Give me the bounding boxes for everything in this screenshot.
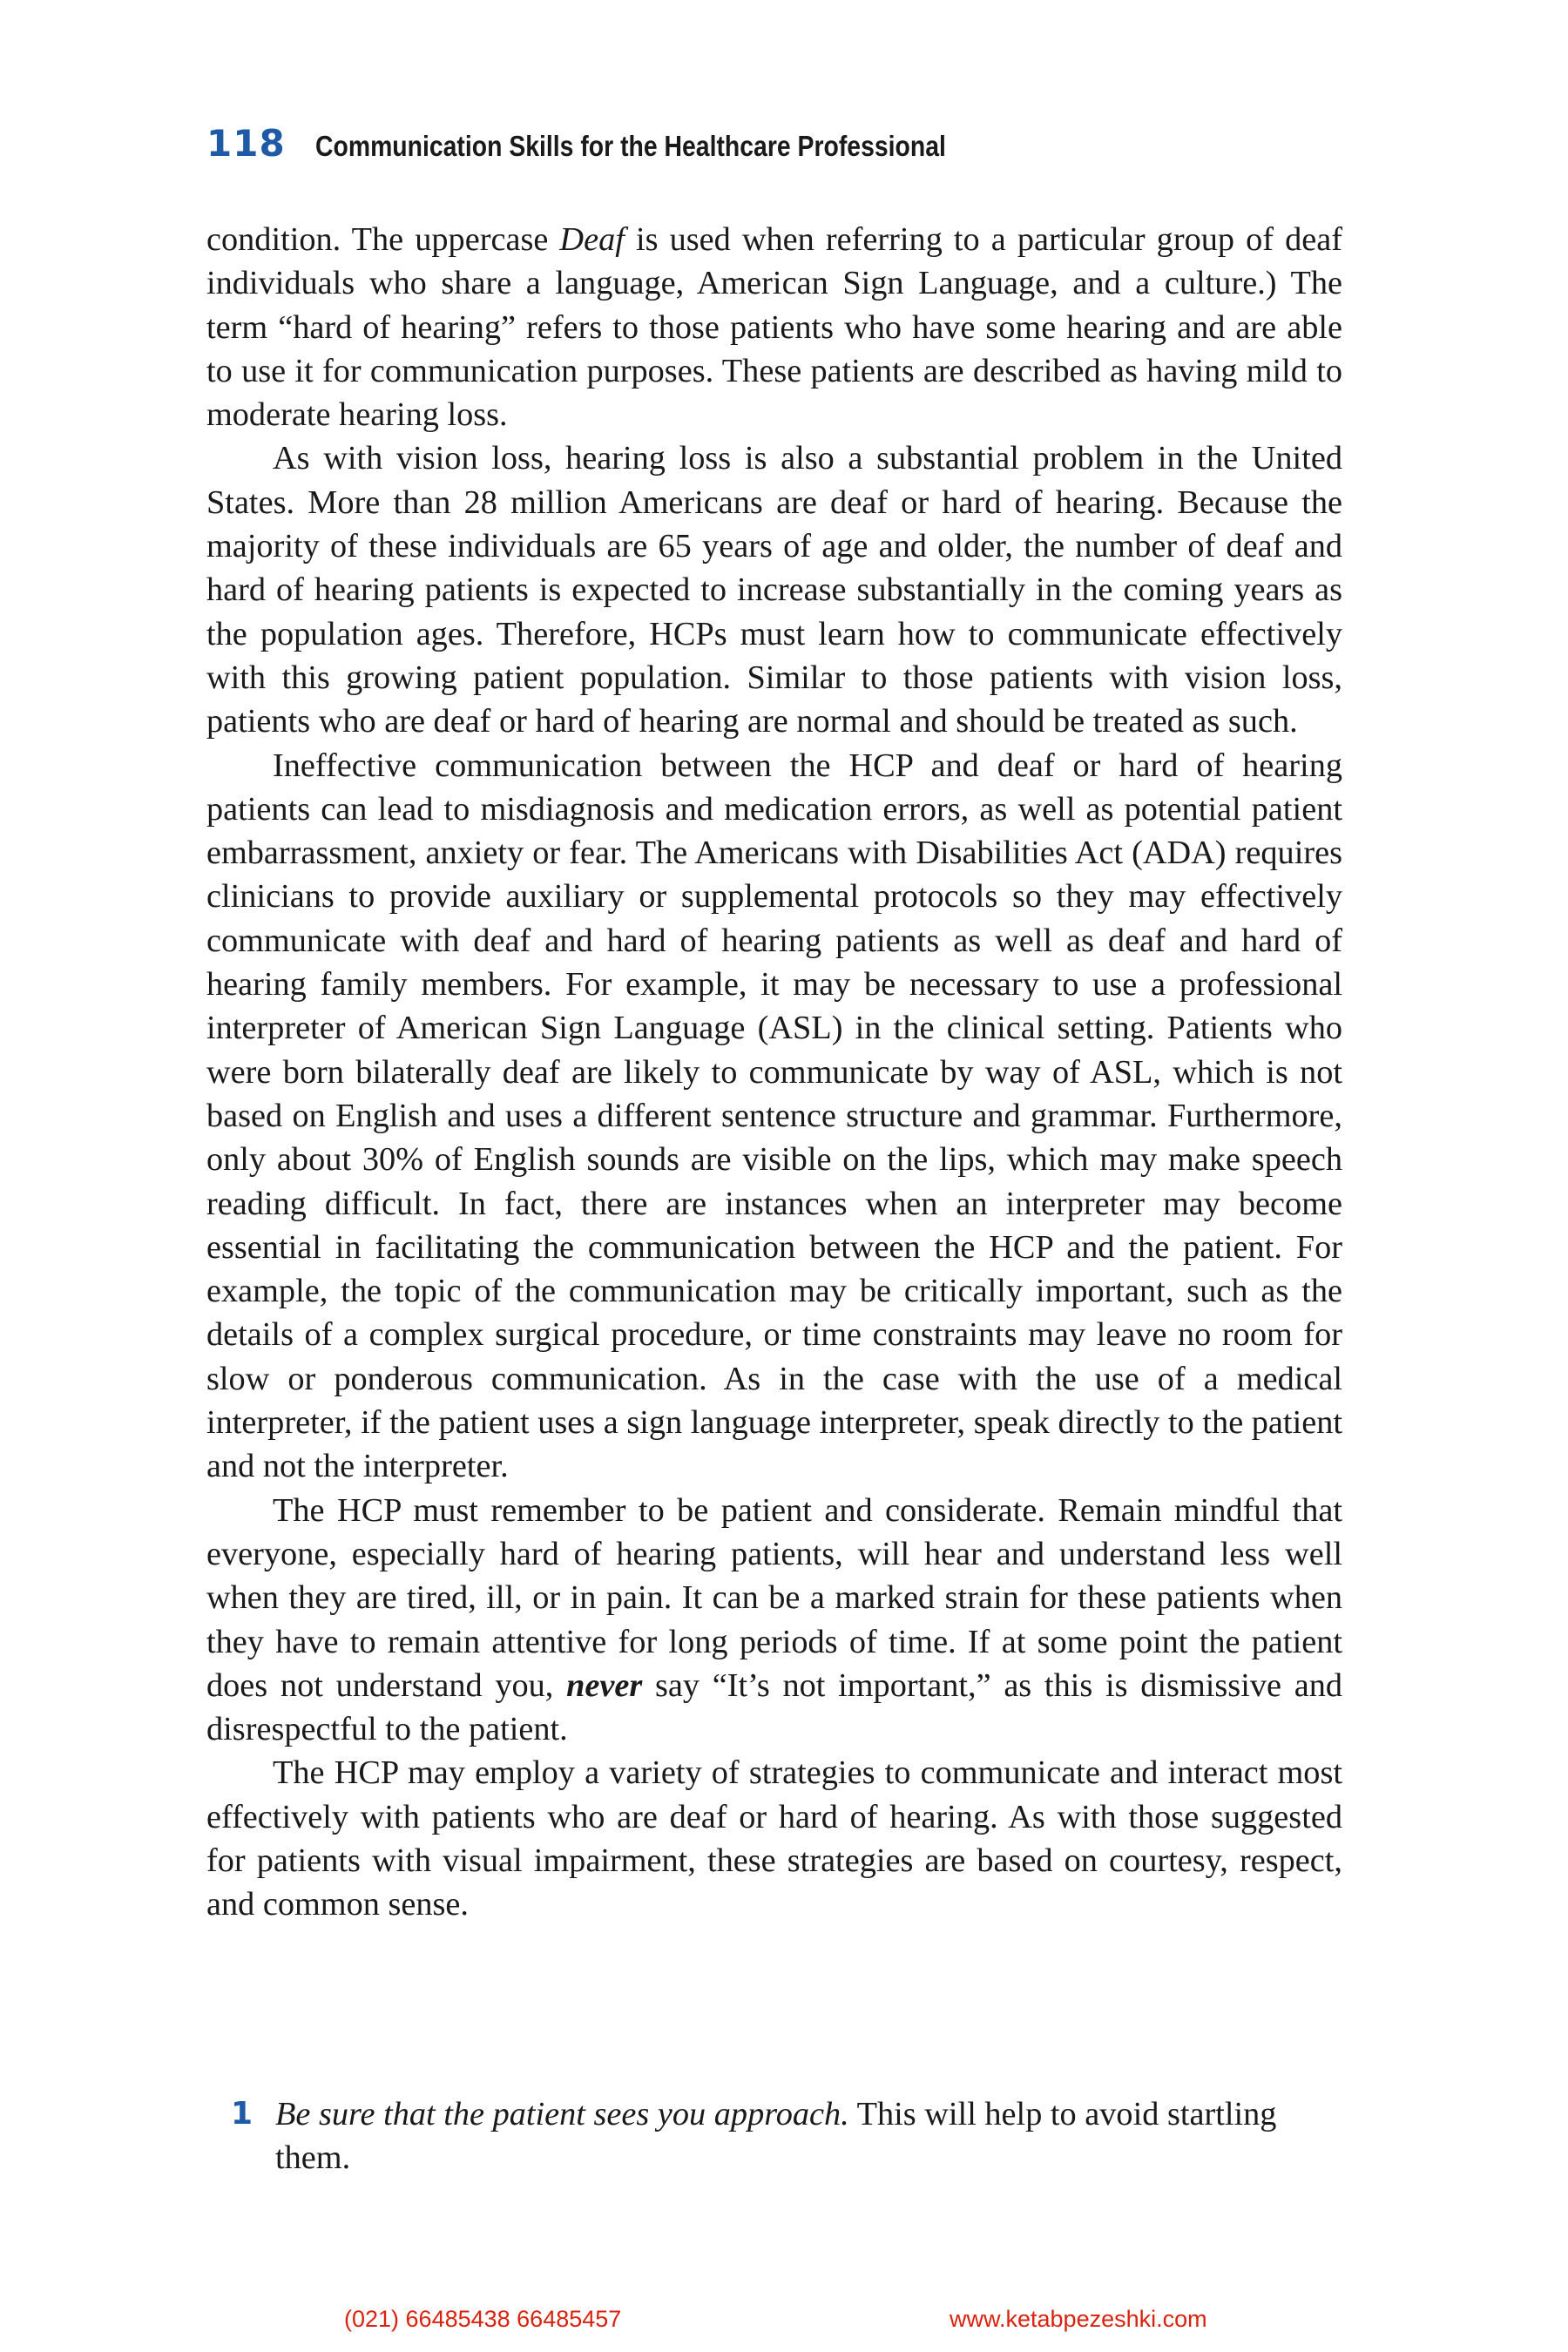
paragraph-2: As with vision loss, hearing loss is also a substantial problem in the United States. More than 28 million Americans are deaf or hard of hearing. Because the majority of these individuals are 65 years of age and older, the number of deaf and hard of hearing patients is expected to increase substantially in the coming years as the population ages. Therefore, HCPs must learn how to communicate effectively with this growing patient population. Similar to those patients with vision loss, patients who are deaf or hard of hearing are normal and should be treated as such.: [206, 440, 1342, 740]
emphasis-never: never: [566, 1666, 643, 1704]
paragraph-1-part-c: is used when referring to a particular group of deaf individuals who share a language, American Sign Language, and a culture.) The term “hard of hearing” refers to those patients who have some hearing and are able to use it for communication purposes. These patients are described as having mild to moderate hearing loss.: [206, 221, 1342, 434]
list-item-lead: Be sure that the patient sees you approach.: [275, 2096, 849, 2132]
page-header: [206, 122, 1365, 174]
paragraph-1-part-a: condition. The uppercase: [206, 221, 560, 258]
paragraph-3: Ineffective communication between the HCP and deaf or hard of hearing patients can lead to misdiagnosis and medication errors, as well as potential patient embarrassment, anxiety or fear. The Americans with Disabilities Act (ADA) requires clinicians to provide auxiliary or supplemental protocols so they may effectively communicate with deaf and hard of hearing patients as well as deaf and hard of hearing family members. For example, it may be necessary to use a professional interpreter of American Sign Language (ASL) in the clinical setting. Patients who were born bilaterally deaf are likely to communicate by way of ASL, which is not based on English and uses a different sentence structure and grammar. Furthermore, only about 30% of English sounds are visible on the lips, which may make speech reading difficult. In fact, there are instances when an interpreter may become essential in facilitating the communication between the HCP and the patient. For example, the topic of the communication may be critically important, such as the details of a complex surgical procedure, or time constraints may leave no room for slow or ponderous communication. As in the case with the use of a medical interpreter, if the patient uses a sign language interpreter, speak directly to the patient and not the interpreter.: [206, 747, 1342, 1485]
paragraph-4: [206, 1489, 1342, 1752]
body-text: [206, 218, 1342, 1927]
page-number: 118: [206, 122, 286, 165]
term-deaf: Deaf: [559, 221, 625, 258]
paragraph-4-part-a: The HCP must remember to be patient and considerate. Remain mindful that everyone, especially hard of hearing patients, will hear and understand less well when they are tired, ill, or in pain. It can be a marked strain for these patients when they have to remain attentive for long periods of time. If at some point the patient does not understand you,: [206, 1491, 1342, 1704]
list-item: [231, 2092, 1342, 2180]
running-title: Communication Skills for the Healthcare Professional: [314, 130, 946, 162]
list-item-text: [275, 2092, 1342, 2180]
list-item-rest: This will help to avoid startling them.: [275, 2096, 1277, 2177]
paragraph-4-part-c: say “It’s not important,” as this is dismissive and disrespectful to the patient.: [206, 1666, 1342, 1748]
paragraph-1: [206, 218, 1342, 436]
paragraph-5: The HCP may employ a variety of strategies to communicate and interact most effectively with patients who are deaf or hard of hearing. As with those suggested for patients with visual impairment, these strategies are based on courtesy, respect, and common sense.: [206, 1754, 1342, 1923]
footer-url[interactable]: www.ketabpezeshki.com: [950, 2306, 1207, 2332]
footer-phone: (021) 66485438 66485457: [344, 2306, 622, 2332]
list-item-number: 1: [231, 2096, 253, 2132]
